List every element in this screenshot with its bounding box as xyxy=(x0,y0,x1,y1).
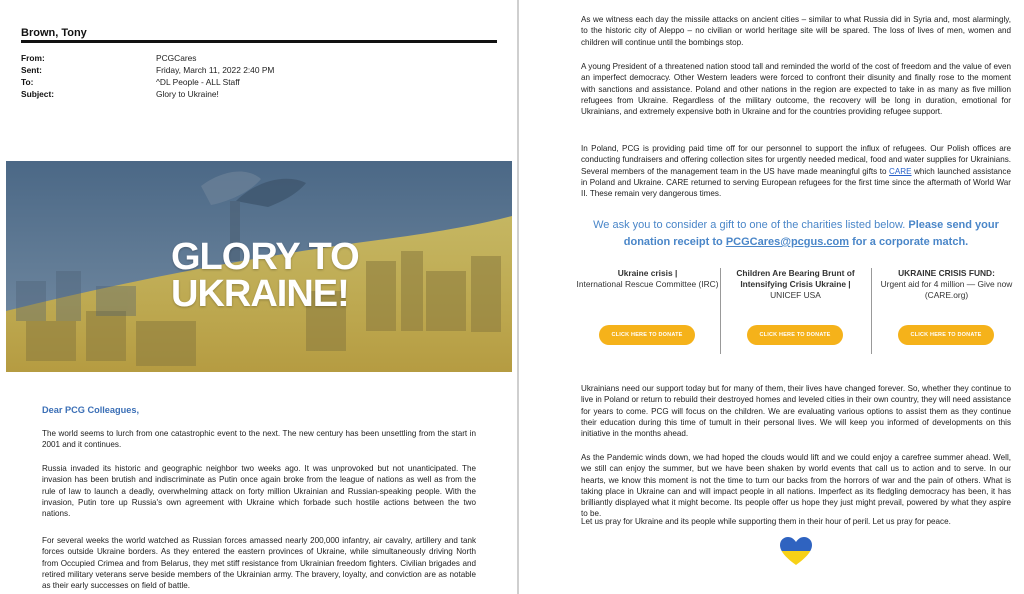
ukraine-heart-icon xyxy=(779,536,813,566)
meta-value: Friday, March 11, 2022 2:40 PM xyxy=(156,65,275,75)
poland-text-after: which launched assistance in Poland and Ukraine. CARE returned to serving European refugees for the first time since the aftermath of World War II. These remain very dangerous times. xyxy=(581,166,1011,199)
header-rule xyxy=(21,40,497,43)
meta-row-to xyxy=(21,76,274,88)
meta-key: From: xyxy=(21,53,45,63)
ask-bold: Please send your donation receipt to xyxy=(623,219,999,248)
charity-title: Ukraine crisis | xyxy=(617,268,678,278)
meta-key: Subject: xyxy=(21,89,55,99)
charity-divider xyxy=(871,268,872,354)
donation-ask xyxy=(579,217,1013,251)
charity-care xyxy=(874,268,1019,358)
meta-value: Glory to Ukraine! xyxy=(156,89,219,99)
right-paragraph-2: A young President of a threatened nation stood tall and reminded the world of the cost of freedom and the value of even an imperfect democracy. Other Western leaders were forced to confront their disunity and finally rose to the moment with sanctions and assistance. Poland and other nations in the region are expected to take in as many as five million refugees from Ukraine. Regardless of the military outcome, the recovery will be long in duration, emotional for Ukrainians, and extremely expensive both in Ukraine and for the countries providing refugee support. xyxy=(581,62,1011,117)
care-link[interactable]: CARE xyxy=(889,166,912,176)
ask-bold-end: for a corporate match. xyxy=(849,236,969,248)
right-paragraph-1: As we witness each day the missile attacks on ancient cities – similar to what Russia did in Syria and, most alarmingly, to the historic city of Aleppo – no civilian or world heritage site will be spared. The loss of lives of men, women and children will continue until the bombings stop. xyxy=(581,15,1011,47)
email-meta xyxy=(21,52,274,100)
charity-title: UKRAINE CRISIS FUND: xyxy=(898,268,995,278)
poland-text-before: In Poland, PCG is providing paid time off for our personnel to support the influx of refugees. Our Polish offices are conducting fundraisers and offering collection sites for urgently needed medical, food and water supplies for Ukrainians. Several members of the management team in the US have made meaningful gifts to xyxy=(581,144,1011,176)
banner-title xyxy=(171,236,359,315)
meta-key: To: xyxy=(21,77,34,87)
meta-key: Sent: xyxy=(21,65,42,75)
donate-button-care[interactable]: CLICK HERE TO DONATE xyxy=(898,325,994,345)
banner-title-line2: UKRAINE! xyxy=(171,273,349,315)
left-paragraph-2: Russia invaded its historic and geographic neighbor two weeks ago. It was unprovoked but not unanticipated. The invasion has been brutish and indiscriminate as Putin once again broke from the league of nations as well as from the rule of law to launch a deadly, overwhelming attack on forty million Ukrainian and Russian-speaking people. With the invasion, Putin tore up Russia's own agreement with Ukraine which forbade such hostile actions between the two nations. xyxy=(42,464,476,519)
meta-row-from xyxy=(21,52,274,64)
glory-to-ukraine-banner xyxy=(6,161,512,372)
ask-email-link[interactable]: PCGCares@pcgus.com xyxy=(725,236,850,248)
donate-button-irc[interactable]: CLICK HERE TO DONATE xyxy=(599,325,695,345)
right-paragraph-5: Let us pray for Ukraine and its people while supporting them in their hour of peril. Let us pray for peace. xyxy=(581,517,951,526)
greeting: Dear PCG Colleagues, xyxy=(42,405,140,415)
meta-row-sent xyxy=(21,64,274,76)
right-paragraph-4: As the Pandemic winds down, we had hoped the clouds would lift and we could enjoy a carefree summer ahead. Well, we still can enjoy the summer, but we have been shaken by world events that call us to action and to serve. In our hearts, we know this moment is not the time to turn our backs from the horrors of war and the pain of others. What is taking place in Ukraine can and will impact people in all nations. Imperfect as its fledgling democracy has been, it has brilliantly displayed what it might become. Its people offer us hope they just might prevail, powered by what they aspire to be. xyxy=(581,453,1011,519)
meta-value: ^DL People - ALL Staff xyxy=(156,77,240,87)
charity-unicef xyxy=(723,268,868,358)
left-paragraph-1: The world seems to lurch from one catastrophic event to the next. The new century has been unsettling from the start in 2001 and it continues. xyxy=(42,429,476,450)
right-paragraph-3: Ukrainians need our support today but for many of them, their lives have changed forever. So, whether they continue to live in Poland or return to rebuild their destroyed homes and leveled cities in their own country, they will need assistance for years to come. PCG will focus on the children. We are evaluating various options to assist them as they continue their education during this time of tumult in their personal lives. We will keep you informed of developments on this initiative in the months ahead. xyxy=(581,384,1011,439)
left-paragraph-3: For several weeks the world watched as Russian forces amassed nearly 200,000 infantry, air cavalry, artillery and tank forces outside Ukraine borders. As they entered the eastern provinces of Ukraine, while simultaneously driving North from Occupied Crimea and from Belarus, they met stiff resistance from Ukrainian freedom fighters. Civilian brigades and retired military veterans serve beside members of the Ukrainian army. The bravery, loyalty, and conviction are as notable as their early successes on field of battle. xyxy=(42,536,476,591)
charity-subtitle: International Rescue Committee (IRC) xyxy=(576,279,719,289)
sender-name: Brown, Tony xyxy=(21,27,87,39)
poland-paragraph xyxy=(581,143,1011,199)
meta-value: PCGCares xyxy=(156,53,197,63)
charity-divider xyxy=(720,268,721,354)
meta-row-subject xyxy=(21,88,274,100)
donate-button-unicef[interactable]: CLICK HERE TO DONATE xyxy=(747,325,843,345)
charity-subtitle: Urgent aid for 4 million — Give now (CARE.org) xyxy=(880,279,1013,300)
ask-plain: We ask you to consider a gift to one of the charities listed below. xyxy=(593,219,909,231)
charity-list xyxy=(575,268,1015,358)
charity-irc xyxy=(575,268,720,358)
charity-subtitle: UNICEF USA xyxy=(770,290,821,300)
charity-title: Children Are Bearing Brunt of Intensifying Crisis Ukraine | xyxy=(736,268,855,289)
banner-title-line1: GLORY TO xyxy=(171,236,359,278)
